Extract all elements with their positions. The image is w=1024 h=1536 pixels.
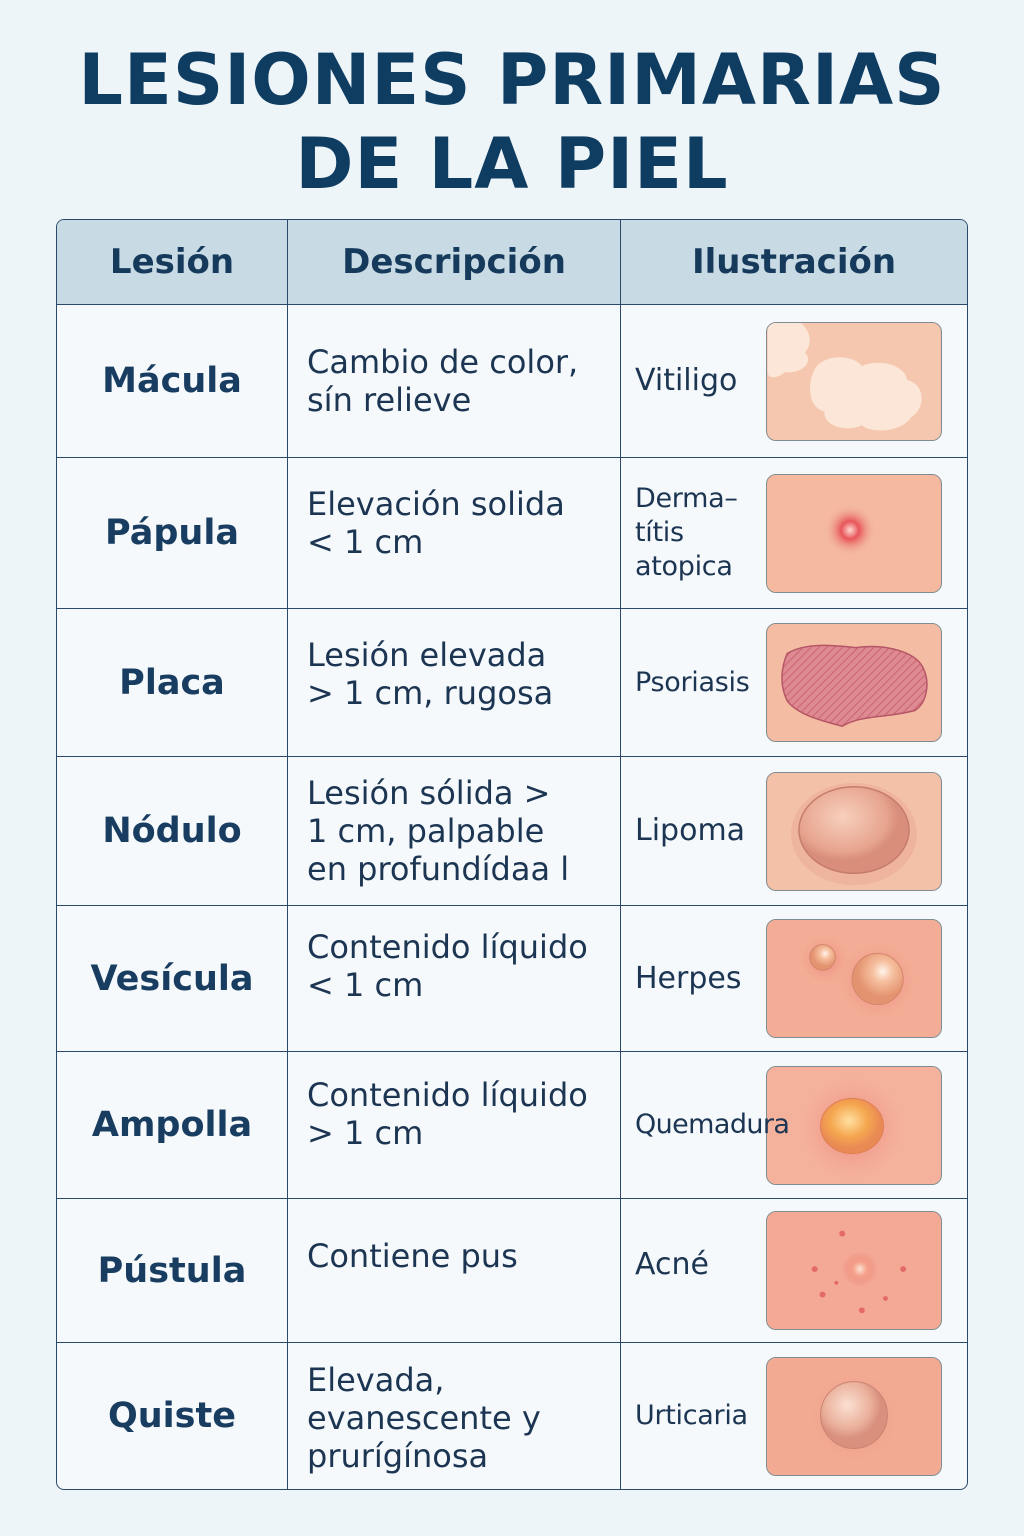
illustration-cell (621, 757, 967, 905)
lesion-name: Nódulo (102, 811, 242, 851)
lesion-description: Lesión sólida > 1 cm, palpable en profundídaa l (307, 774, 570, 888)
title-line-2: DE LA PIEL (295, 123, 729, 205)
lesion-cell (57, 906, 288, 1051)
description-cell (288, 609, 621, 756)
lesions-table (56, 219, 968, 1490)
table-row (57, 305, 967, 458)
header-description: Descripción (342, 242, 566, 282)
illustration-cell (621, 1343, 967, 1489)
lesion-cell (57, 1052, 288, 1198)
example-label: Acné (635, 1246, 709, 1282)
header-illustration: Ilustración (691, 242, 897, 282)
lesion-description: Elevación solida < 1 cm (307, 485, 565, 561)
illustration-cell (621, 305, 967, 457)
lesion-description: Lesión elevada > 1 cm, rugosa (307, 636, 554, 712)
lesion-name: Mácula (102, 361, 242, 401)
example-label: Quemadura (635, 1109, 790, 1140)
table-row (57, 757, 967, 906)
description-cell (288, 1052, 621, 1198)
burn-blister-illustration (766, 1066, 942, 1185)
description-cell (288, 757, 621, 905)
illustration-cell (621, 906, 967, 1051)
acne-pustule-illustration (766, 1211, 942, 1330)
lesion-name: Ampolla (91, 1105, 253, 1145)
table-row (57, 609, 967, 757)
title-line-1: LESIONES PRIMARIAS (78, 39, 946, 121)
header-cell-description (288, 220, 621, 304)
psoriasis-plaque-illustration (766, 623, 942, 742)
lesion-cell (57, 609, 288, 756)
lesion-cell (57, 1343, 288, 1489)
page-title (0, 38, 1024, 206)
example-label: Vitiligo (635, 363, 738, 398)
description-cell (288, 906, 621, 1051)
lesion-cell (57, 757, 288, 905)
lesion-description: Contiene pus (307, 1237, 518, 1275)
cyst-illustration (766, 1357, 942, 1476)
example-label: Lipoma (635, 813, 746, 848)
lesion-description: Contenido líquido < 1 cm (307, 928, 588, 1004)
lesion-cell (57, 1199, 288, 1342)
illustration-cell (621, 1199, 967, 1342)
lesion-name: Pústula (97, 1250, 247, 1291)
herpes-vesicles-illustration (766, 919, 942, 1038)
header-cell-lesion (57, 220, 288, 304)
table-row (57, 906, 967, 1052)
lesion-cell (57, 305, 288, 457)
table-row (57, 1199, 967, 1343)
papule-illustration (766, 474, 942, 593)
header-lesion: Lesión (109, 242, 235, 282)
description-cell (288, 1343, 621, 1489)
lesion-description: Contenido líquido > 1 cm (307, 1076, 588, 1152)
illustration-cell (621, 458, 967, 608)
header-cell-illustration (621, 220, 967, 304)
lesion-description: Cambio de color, sín relieve (307, 343, 579, 419)
lesion-name: Vesícula (90, 958, 254, 999)
example-label: Urticaria (635, 1400, 748, 1431)
illustration-cell (621, 1052, 967, 1198)
lesion-description: Elevada, evanescente y prurígínosa (307, 1361, 541, 1475)
description-cell (288, 1199, 621, 1342)
lesion-cell (57, 458, 288, 608)
table-row (57, 1343, 967, 1489)
example-label: Derma– títis atopica (635, 483, 738, 582)
lesion-name: Pápula (105, 513, 239, 553)
lipoma-nodule-illustration (766, 772, 942, 891)
description-cell (288, 305, 621, 457)
example-label: Psoriasis (635, 666, 750, 698)
example-label: Herpes (635, 960, 742, 996)
table-row (57, 1052, 967, 1199)
table-header-row (57, 220, 967, 305)
lesion-name: Placa (119, 662, 225, 703)
vitiligo-illustration (766, 322, 942, 441)
illustration-cell (621, 609, 967, 756)
description-cell (288, 458, 621, 608)
lesion-name: Quiste (108, 1396, 236, 1436)
table-row (57, 458, 967, 609)
